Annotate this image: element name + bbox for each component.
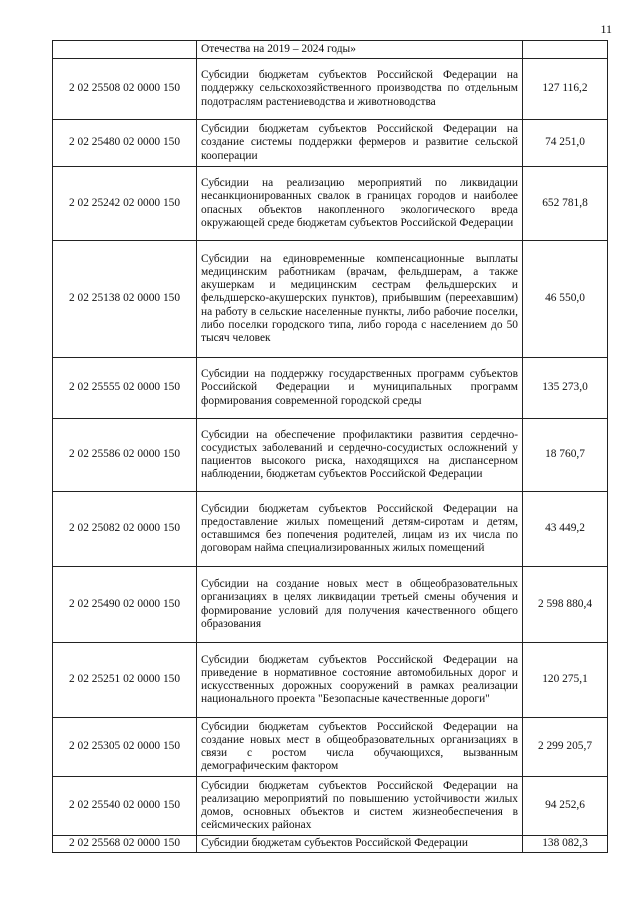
- budget-code-cell: 2 02 25490 02 0000 150: [53, 567, 197, 643]
- budget-revenue-table: [52, 40, 608, 853]
- revenue-name-cell: Субсидии бюджетам субъектов Российской Федерации на поддержку сельскохозяйственного производства по отдельным подотраслям растениеводства и животноводства: [197, 59, 523, 120]
- amount-cell: 2 299 205,7: [523, 718, 608, 777]
- page-number: 11: [600, 22, 612, 36]
- amount-cell: 46 550,0: [523, 241, 608, 358]
- table-row: [53, 718, 608, 777]
- amount-cell: 94 252,6: [523, 777, 608, 836]
- amount-cell: 43 449,2: [523, 492, 608, 567]
- revenue-name-cell: Субсидии на реализацию мероприятий по ликвидации несанкционированных свалок в границах городов и наиболее опасных объектов накопленного экологического вреда окружающей среде бюджетам субъектов Российской Федерации: [197, 167, 523, 241]
- revenue-name-cell: Субсидии на поддержку государственных программ субъектов Российской Федерации и муниципальных программ формирования современной городской среды: [197, 358, 523, 419]
- amount-cell: [523, 41, 608, 59]
- amount-cell: 138 082,3: [523, 836, 608, 853]
- table-row: [53, 120, 608, 167]
- budget-code-cell: 2 02 25242 02 0000 150: [53, 167, 197, 241]
- budget-code-cell: 2 02 25251 02 0000 150: [53, 643, 197, 718]
- table-row: [53, 358, 608, 419]
- budget-code-cell: 2 02 25082 02 0000 150: [53, 492, 197, 567]
- revenue-name-cell: Субсидии на обеспечение профилактики развития сердечно-сосудистых заболеваний и сердечно-сосудистых осложнений у пациентов высокого риска, находящихся на диспансерном наблюдении, бюджетам субъектов Российской Федерации: [197, 419, 523, 492]
- budget-code-cell: [53, 41, 197, 59]
- table-row: [53, 419, 608, 492]
- table-row: [53, 167, 608, 241]
- amount-cell: 18 760,7: [523, 419, 608, 492]
- budget-code-cell: 2 02 25568 02 0000 150: [53, 836, 197, 853]
- revenue-name-cell: Субсидии бюджетам субъектов Российской Федерации на предоставление жилых помещений детям-сиротам и детям, оставшимся без попечения родителей, лицам из их числа по договорам найма специализированных жилых помещений: [197, 492, 523, 567]
- budget-code-cell: 2 02 25480 02 0000 150: [53, 120, 197, 167]
- budget-code-cell: 2 02 25586 02 0000 150: [53, 419, 197, 492]
- revenue-name-cell: Субсидии на единовременные компенсационные выплаты медицинским работникам (врачам, фельдшерам, а также акушеркам и медицинским сестрам фельдшерских и фельдшерско-акушерских пунктов), прибывшим (переехавшим) на работу в сельские населенные пункты, либо рабочие поселки, либо поселки городского типа, либо города с населением до 50 тысяч человек: [197, 241, 523, 358]
- budget-code-cell: 2 02 25555 02 0000 150: [53, 358, 197, 419]
- budget-code-cell: 2 02 25305 02 0000 150: [53, 718, 197, 777]
- budget-code-cell: 2 02 25540 02 0000 150: [53, 777, 197, 836]
- amount-cell: 120 275,1: [523, 643, 608, 718]
- table-row: [53, 777, 608, 836]
- amount-cell: 2 598 880,4: [523, 567, 608, 643]
- budget-code-cell: 2 02 25138 02 0000 150: [53, 241, 197, 358]
- revenue-name-cell: Субсидии бюджетам субъектов Российской Федерации на создание системы поддержки фермеров и развитие сельской кооперации: [197, 120, 523, 167]
- revenue-name-cell: Субсидии бюджетам субъектов Российской Федерации на создание новых мест в общеобразовательных организациях в связи с ростом числа обучающихся, вызванным демографическим фактором: [197, 718, 523, 777]
- table-row: [53, 41, 608, 59]
- table-row: [53, 643, 608, 718]
- amount-cell: 652 781,8: [523, 167, 608, 241]
- table-row: [53, 241, 608, 358]
- revenue-name-cell: Отечества на 2019 – 2024 годы»: [197, 41, 523, 59]
- revenue-name-cell: Субсидии бюджетам субъектов Российской Федерации на реализацию мероприятий по повышению устойчивости жилых домов, основных объектов и систем жизнеобеспечения в сейсмических районах: [197, 777, 523, 836]
- amount-cell: 127 116,2: [523, 59, 608, 120]
- table-row: [53, 492, 608, 567]
- revenue-name-cell: Субсидии на создание новых мест в общеобразовательных организациях в целях ликвидации третьей смены обучения и формирование условий для получения качественного общего образования: [197, 567, 523, 643]
- table-row: [53, 567, 608, 643]
- table-row: [53, 59, 608, 120]
- amount-cell: 74 251,0: [523, 120, 608, 167]
- budget-code-cell: 2 02 25508 02 0000 150: [53, 59, 197, 120]
- revenue-name-cell: Субсидии бюджетам субъектов Российской Федерации на приведение в нормативное состояние автомобильных дорог и искусственных дорожных сооружений в рамках реализации национального проекта "Безопасные качественные дороги": [197, 643, 523, 718]
- amount-cell: 135 273,0: [523, 358, 608, 419]
- table-row: [53, 836, 608, 853]
- revenue-name-cell: Субсидии бюджетам субъектов Российской Федерации: [197, 836, 523, 853]
